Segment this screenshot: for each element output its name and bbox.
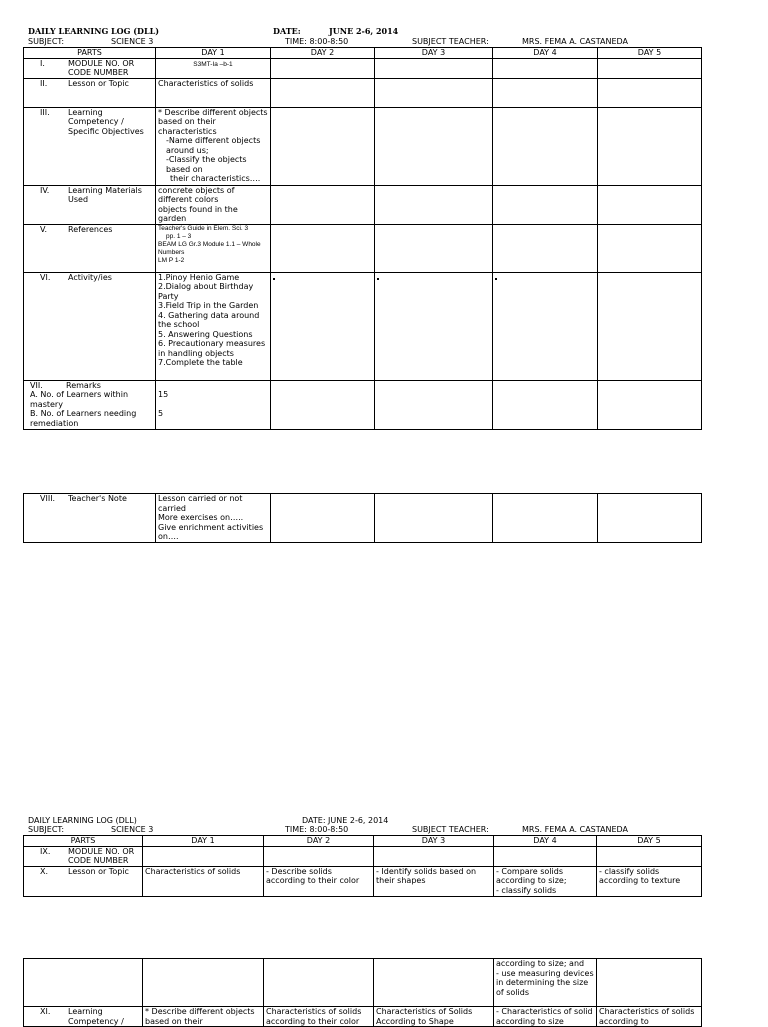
- page1-teacher-label: SUBJECT TEACHER:: [412, 37, 489, 46]
- roman-numeral: VI.: [40, 272, 51, 282]
- col-day4: DAY 4: [493, 48, 598, 59]
- page2-subject-label: SUBJECT:: [28, 825, 65, 834]
- part-label: Learning Materials Used: [68, 185, 142, 204]
- page1-dll-table: [23, 47, 702, 430]
- bullet-marker: [377, 278, 379, 280]
- competency2-day1: * Describe different objects based on their: [143, 1007, 264, 1027]
- part-label: Lesson or Topic: [68, 78, 129, 88]
- references-day1: Teacher's Guide in Elem. Sci. 3 pp. 1 – 3 BEAM LG Gr.3 Module 1.1 – Whole Numbers LM P 1-2: [156, 224, 271, 272]
- roman-numeral: IX.: [40, 846, 51, 856]
- page2-dll-table: [23, 835, 702, 897]
- remarks-b-label: B. No. of Learners needing remediation: [30, 409, 137, 428]
- row-activity: [24, 272, 702, 380]
- row-module: [24, 58, 702, 78]
- lesson2-day3: - Identify solids based on their shapes: [374, 866, 494, 896]
- bullet-marker: [495, 278, 497, 280]
- row-module-2: [24, 846, 702, 866]
- roman-numeral: IV.: [40, 185, 50, 195]
- roman-numeral: II.: [40, 78, 48, 88]
- roman-numeral: X.: [40, 866, 49, 876]
- part-label: Activity/ies: [68, 272, 112, 282]
- lesson2-day5: - classify solids according to texture: [597, 866, 702, 896]
- col-day1: DAY 1: [156, 48, 271, 59]
- page1-subject-label: SUBJECT:: [28, 37, 65, 46]
- lesson2-day1: Characteristics of solids: [143, 866, 264, 896]
- roman-numeral: VIII.: [40, 494, 56, 503]
- row-teachers-note: [24, 494, 702, 543]
- part-label: Learning Competency /: [68, 1007, 124, 1026]
- remarks-a-label: A. No. of Learners within mastery: [30, 390, 129, 409]
- lesson2-day2: - Describe solids according to their color: [264, 866, 374, 896]
- part-label: MODULE NO. OR CODE NUMBER: [68, 846, 135, 865]
- col-day1: DAY 1: [143, 836, 264, 847]
- competency2-day5: Characteristics of solids according to: [597, 1007, 702, 1027]
- col-day2: DAY 2: [264, 836, 374, 847]
- page2-time: TIME: 8:00-8:50: [285, 825, 349, 834]
- page1-title: DAILY LEARNING LOG (DLL): [28, 26, 160, 36]
- mastery-count: 15: [158, 390, 169, 399]
- row-lesson: [24, 78, 702, 107]
- remediation-count: 5: [158, 409, 164, 418]
- col-parts: PARTS: [24, 836, 143, 847]
- row-references: [24, 224, 702, 272]
- page1-time: TIME: 8:00-8:50: [285, 37, 349, 46]
- row-materials: [24, 185, 702, 224]
- page2-title: DAILY LEARNING LOG (DLL): [28, 816, 137, 825]
- competency2-day2: Characteristics of solids according to their color: [264, 1007, 374, 1027]
- col-day2: DAY 2: [271, 48, 375, 59]
- roman-numeral: XI.: [40, 1007, 51, 1016]
- materials-day1: concrete objects of different colors objects found in the garden: [156, 185, 271, 224]
- col-day3: DAY 3: [375, 48, 493, 59]
- col-day5: DAY 5: [598, 48, 702, 59]
- page1-header-row: [24, 48, 702, 59]
- col-day3: DAY 3: [374, 836, 494, 847]
- competency-day1: * Describe different objects based on their characteristics -Name different objects around us; -Classify the objects based on their characteristics….: [156, 107, 271, 185]
- row-continuation: [24, 959, 702, 1007]
- row-remarks: [24, 380, 702, 429]
- remarks-day1: [156, 380, 271, 429]
- roman-numeral: V.: [40, 224, 47, 234]
- page1-date-value: JUNE 2-6, 2014: [329, 26, 399, 36]
- page2-cont-table: [23, 958, 702, 1027]
- activity-day1: 1.Pinoy Henio Game 2.Dialog about Birthday Party 3.Field Trip in the Garden 4. Gathering data around the school 5. Answering Questions 6. Precautionary measures in handling objects 7.Complete the table: [156, 272, 271, 380]
- part-label: Lesson or Topic: [68, 866, 129, 876]
- row-lesson-2: [24, 866, 702, 896]
- page1-date-label: DATE:: [273, 26, 301, 36]
- roman-numeral: I.: [40, 58, 45, 68]
- page1-subject-value: SCIENCE 3: [111, 37, 154, 46]
- part-label: Learning Competency / Specific Objectives: [68, 107, 144, 136]
- col-day5: DAY 5: [597, 836, 702, 847]
- lesson2-day4: - Compare solids according to size; - classify solids: [494, 866, 597, 896]
- page2-header-row: [24, 836, 702, 847]
- part-label: MODULE NO. OR CODE NUMBER: [68, 58, 135, 77]
- roman-numeral: III.: [40, 107, 50, 117]
- remarks-parts: [24, 380, 156, 429]
- page2-teacher-value: MRS. FEMA A. CASTANEDA: [522, 825, 629, 834]
- competency2-day3: Characteristics of Solids According to Shape: [374, 1007, 494, 1027]
- lesson-day1: Characteristics of solids: [156, 78, 271, 107]
- page1-teacher-value: MRS. FEMA A. CASTANEDA: [522, 37, 629, 46]
- page2-teacher-label: SUBJECT TEACHER:: [412, 825, 489, 834]
- part-label: Teacher's Note: [68, 494, 127, 503]
- note-day1: Lesson carried or not carried More exercises on….. Give enrichment activities on….: [156, 494, 271, 543]
- row-competency: [24, 107, 702, 185]
- competency2-day4: - Characteristics of solid according to size: [494, 1007, 597, 1027]
- col-day4: DAY 4: [494, 836, 597, 847]
- part-label: Remarks: [66, 380, 101, 390]
- bullet-marker: [273, 278, 275, 280]
- page2-date: DATE: JUNE 2-6, 2014: [302, 816, 389, 825]
- part-label: References: [68, 224, 113, 234]
- module-code: S3MT-Ia –b-1: [193, 60, 233, 68]
- col-parts: PARTS: [24, 48, 156, 59]
- page1-note-table: [23, 493, 702, 543]
- page2-subject-value: SCIENCE 3: [111, 825, 154, 834]
- cont-day4: according to size; and - use measuring devices in determining the size of solids: [494, 959, 597, 1007]
- roman-numeral: VII.: [30, 380, 43, 390]
